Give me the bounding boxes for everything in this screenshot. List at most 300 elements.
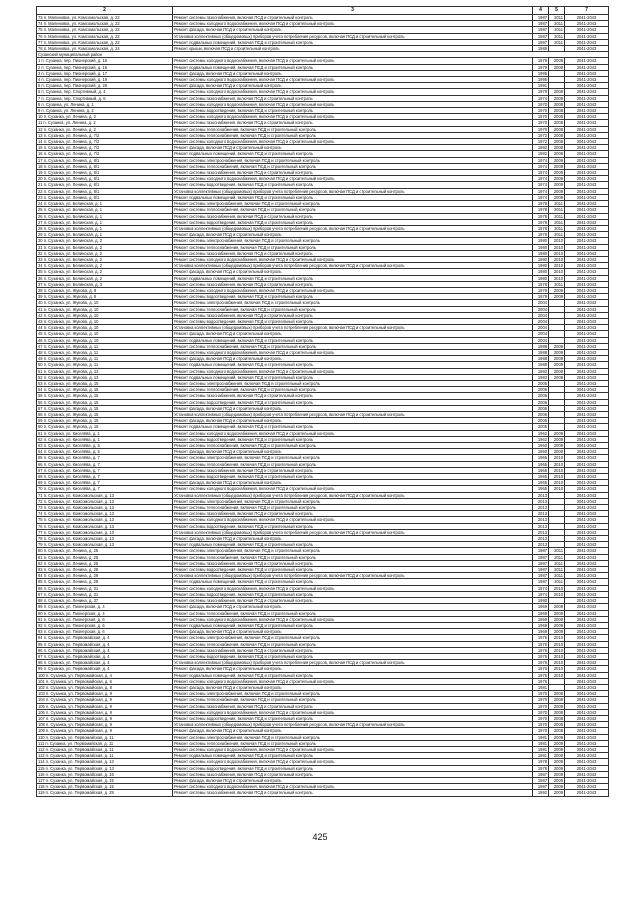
planned-period-cell: 2041-2043 bbox=[565, 461, 609, 467]
year-built-cell: 1979 bbox=[533, 64, 549, 70]
planned-period-cell: 2041-2043 bbox=[565, 39, 609, 45]
work-cell: Ремонт фасада, включая ПСД и строительный контроль bbox=[173, 418, 533, 424]
year-built-cell: 1976 bbox=[533, 666, 549, 672]
year-built-cell: 1965 bbox=[533, 486, 549, 492]
planned-period-cell: 2041-2043 bbox=[565, 684, 609, 690]
year-built-cell: 1965 bbox=[533, 480, 549, 486]
address-cell: 59 п. Сузанка, ул. Жукова, д. 15 bbox=[37, 418, 173, 424]
last-repair-cell: 2009 bbox=[549, 604, 565, 610]
last-repair-cell: 2010 bbox=[549, 672, 565, 678]
address-cell: 47 п. Сузанка, ул. Жукова, д. 11 bbox=[37, 343, 173, 349]
last-repair-cell: 2009 bbox=[549, 784, 565, 790]
work-cell: Ремонт системы холодного водоснабжения, включая ПСД и строительный контроль bbox=[173, 89, 533, 95]
last-repair-cell: 2009 bbox=[549, 610, 565, 616]
year-built-cell: 1981 bbox=[533, 734, 549, 740]
planned-period-cell: 2041-2043 bbox=[565, 579, 609, 585]
last-repair-cell: 2008 bbox=[549, 703, 565, 709]
last-repair-cell: 2009 bbox=[549, 194, 565, 200]
work-cell: Установка коллективных (общедомовых) приборов учета потребления ресурсов, включая ПСД и строительный контроль bbox=[173, 225, 533, 231]
address-cell: 26 п. Сузанка, ул. Белинская, д. 1 bbox=[37, 213, 173, 219]
address-cell: 63 п. Сузанка, ул. Киселёва, д. 5 bbox=[37, 443, 173, 449]
planned-period-cell: 2041-2043 bbox=[565, 188, 609, 194]
planned-period-cell: 2041-2043 bbox=[565, 176, 609, 182]
planned-period-cell: 2041-2043 bbox=[565, 622, 609, 628]
planned-period-cell: 2041-2043 bbox=[565, 647, 609, 653]
work-cell: Ремонт системы газоснабжения, включая ПСД и строительный контроль bbox=[173, 250, 533, 256]
year-built-cell: 1980 bbox=[533, 250, 549, 256]
planned-period-cell: 2041-2043 bbox=[565, 759, 609, 765]
address-cell: 98 п. Сузанка, ул. Первомайская, д. 4 bbox=[37, 660, 173, 666]
year-built-cell: 1987 bbox=[533, 567, 549, 573]
planned-period-cell: 2041-2043 bbox=[565, 225, 609, 231]
work-cell: Ремонт подвальных помещений, включая ПСД и строительный контроль bbox=[173, 337, 533, 343]
work-cell: Ремонт системы водоотведения, включая ПСД и строительный контроль bbox=[173, 318, 533, 324]
work-cell: Ремонт системы газоснабжения, включая ПСД и строительный контроль bbox=[173, 312, 533, 318]
year-built-cell: 1970 bbox=[533, 108, 549, 114]
year-built-cell: 1969 bbox=[533, 610, 549, 616]
address-cell: 103 п. Сузанка, ул. Первомайская, д. 9 bbox=[37, 691, 173, 697]
address-cell: 66 п. Сузанка, ул. Киселёва, д. 7 bbox=[37, 461, 173, 467]
work-cell: Ремонт системы теплоснабжения, включая ПСД и строительный контроль bbox=[173, 697, 533, 703]
address-cell: 68 п. Сузанка, ул. Киселёва, д. 7 bbox=[37, 474, 173, 480]
work-cell: Ремонт системы теплоснабжения, включая ПСД и строительный контроль bbox=[173, 126, 533, 132]
work-cell: Ремонт системы холодного водоснабжения, включая ПСД и строительный контроль bbox=[173, 784, 533, 790]
work-cell: Ремонт системы водоотведения, включая ПСД и строительный контроль bbox=[173, 523, 533, 529]
work-cell: Ремонт фасада, включая ПСД и строительный контроль bbox=[173, 232, 533, 238]
work-cell: Ремонт системы электроснабжения, включая ПСД и строительный контроль bbox=[173, 548, 533, 554]
year-built-cell: 1988 bbox=[533, 349, 549, 355]
planned-period-cell: 2041-2043 bbox=[565, 194, 609, 200]
planned-period-cell: 2041-2043 bbox=[565, 567, 609, 573]
planned-period-cell: 2041-2043 bbox=[565, 585, 609, 591]
planned-period-cell: 2041-2043 bbox=[565, 70, 609, 76]
address-cell: 115 п. Сузанка, ул. Первомайская, д. 13 bbox=[37, 765, 173, 771]
work-cell: Ремонт системы газоснабжения, включая ПСД и строительный контроль bbox=[173, 467, 533, 473]
address-cell: 48 п. Сузанка, ул. Жукова, д. 11 bbox=[37, 349, 173, 355]
year-built-cell: 1978 bbox=[533, 89, 549, 95]
year-built-cell: 2013 bbox=[533, 542, 549, 548]
year-built-cell: 1981 bbox=[533, 753, 549, 759]
planned-period-cell: 2041-2043 bbox=[565, 591, 609, 597]
address-cell: 84 п. Сузанка, ул. Ленина, д. 29 bbox=[37, 573, 173, 579]
planned-period-cell: 2041-2043 bbox=[565, 635, 609, 641]
last-repair-cell: 2010 bbox=[549, 647, 565, 653]
last-repair-cell: 2008 bbox=[549, 126, 565, 132]
year-built-cell: 2013 bbox=[533, 505, 549, 511]
address-cell: 1 п. Сузанка, пер. Пионерский, д. 15 bbox=[37, 58, 173, 64]
address-cell: 93 п. Сузанка, ул. Пионерская, д. 6 bbox=[37, 629, 173, 635]
address-cell: 81 п. Сузанка, ул. Ленина, д. 25 bbox=[37, 554, 173, 560]
address-cell: 69 п. Сузанка, ул. Киселёва, д. 7 bbox=[37, 480, 173, 486]
last-repair-cell: 2009 bbox=[549, 343, 565, 349]
planned-period-cell: 2041-2043 bbox=[565, 362, 609, 368]
work-cell: Ремонт системы электроснабжения, включая ПСД и строительный контроль bbox=[173, 635, 533, 641]
address-cell: 88 п. Сузанка, ул. Ленина, д. 37 bbox=[37, 598, 173, 604]
address-cell: 7 п. Сузанка, пер. Спортивный, д. 6 bbox=[37, 95, 173, 101]
work-cell: Ремонт подвальных помещений, включая ПСД и строительный контроль bbox=[173, 622, 533, 628]
address-cell: 111 п. Сузанка, ул. Первомайская, д. 11 bbox=[37, 740, 173, 746]
work-cell: Ремонт системы теплоснабжения, включая ПСД и строительный контроль bbox=[173, 163, 533, 169]
work-cell: Ремонт системы теплоснабжения, включая ПСД и строительный контроль bbox=[173, 461, 533, 467]
year-built-cell: 1987 bbox=[533, 27, 549, 33]
header-row bbox=[37, 7, 609, 15]
planned-period-cell: 2041-2043 bbox=[565, 746, 609, 752]
last-repair-cell: 2010 bbox=[549, 275, 565, 281]
work-cell: Ремонт системы холодного водоснабжения, включая ПСД и строительный контроль bbox=[173, 21, 533, 27]
work-cell: Ремонт подвальных помещений, включая ПСД и строительный контроль bbox=[173, 374, 533, 380]
address-cell: 100 п. Сузанка, ул. Первомайская, д. 4 bbox=[37, 672, 173, 678]
year-built-cell: 1989 bbox=[533, 46, 549, 52]
year-built-cell: 1970 bbox=[533, 126, 549, 132]
planned-period-cell: 2041-2043 bbox=[565, 349, 609, 355]
last-repair-cell: 2010 bbox=[549, 653, 565, 659]
planned-period-cell: 2041-2043 bbox=[565, 753, 609, 759]
year-built-cell: 2006 bbox=[533, 412, 549, 418]
year-built-cell: 1972 bbox=[533, 132, 549, 138]
work-cell: Ремонт фасада, включая ПСД и строительный контроль bbox=[173, 27, 533, 33]
last-repair-cell: 2011 bbox=[549, 548, 565, 554]
planned-period-cell: 2041-2043 bbox=[565, 232, 609, 238]
last-repair-cell: 2009 bbox=[549, 449, 565, 455]
address-cell: 96 п. Сузанка, ул. Первомайская, д. 4 bbox=[37, 647, 173, 653]
address-cell: 6 п. Сузанка, пер. Спортивный, д. 4 bbox=[37, 89, 173, 95]
work-cell: Ремонт системы теплоснабжения, включая ПСД и строительный контроль bbox=[173, 641, 533, 647]
address-cell: 38 п. Сузанка, ул. Жукова, д. 8 bbox=[37, 287, 173, 293]
year-built-cell: 1976 bbox=[533, 672, 549, 678]
address-cell: 60 п. Сузанка, ул. Жукова, д. 15 bbox=[37, 424, 173, 430]
planned-period-cell: 2041-2043 bbox=[565, 120, 609, 126]
work-cell: Ремонт системы электроснабжения, включая ПСД и строительный контроль bbox=[173, 498, 533, 504]
planned-period-cell: 2041-2043 bbox=[565, 703, 609, 709]
address-cell: 72 п. Сузанка, ул. Комсомольская, д. 13 bbox=[37, 498, 173, 504]
work-cell: Ремонт системы газоснабжения, включая ПСД и строительный контроль bbox=[173, 771, 533, 777]
address-cell: 74 п. Малиновка, ул. Комсомольская, д. 22 bbox=[37, 21, 173, 27]
last-repair-cell: 2009 bbox=[549, 616, 565, 622]
address-cell: 15 п. Сузанка, ул. Ленина, д. 7/2 bbox=[37, 145, 173, 151]
year-built-cell: 1978 bbox=[533, 225, 549, 231]
work-cell: Ремонт фасада, включая ПСД и строительный контроль bbox=[173, 356, 533, 362]
work-cell: Ремонт системы газоснабжения, включая ПСД и строительный контроль bbox=[173, 170, 533, 176]
planned-period-cell: 2041-2043 bbox=[565, 691, 609, 697]
address-cell: 11 п. Сузанка, ул. Ленина, д. 2 bbox=[37, 120, 173, 126]
address-cell: 104 п. Сузанка, ул. Первомайская, д. 9 bbox=[37, 697, 173, 703]
planned-period-cell: 2041-2043 bbox=[565, 275, 609, 281]
year-built-cell: 2006 bbox=[533, 424, 549, 430]
planned-period-cell: 2041-2043 bbox=[565, 560, 609, 566]
planned-period-cell: 2041-2043 bbox=[565, 250, 609, 256]
year-built-cell: 1969 bbox=[533, 622, 549, 628]
year-built-cell: 1969 bbox=[533, 604, 549, 610]
last-repair-cell: 2009 bbox=[549, 746, 565, 752]
year-built-cell: 1988 bbox=[533, 362, 549, 368]
year-built-cell: 1982 bbox=[533, 145, 549, 151]
address-cell: 42 п. Сузанка, ул. Жукова, д. 10 bbox=[37, 312, 173, 318]
work-cell: Ремонт системы холодного водоснабжения, включая ПСД и строительный контроль bbox=[173, 486, 533, 492]
year-built-cell: 1976 bbox=[533, 647, 549, 653]
year-built-cell: 2006 bbox=[533, 418, 549, 424]
address-cell: 114 п. Сузанка, ул. Первомайская, д. 13 bbox=[37, 759, 173, 765]
planned-period-cell: 2041-2043 bbox=[565, 256, 609, 262]
address-cell: 61 п. Сузанка, ул. Киселёва, д. 1 bbox=[37, 430, 173, 436]
planned-period-cell: 2041-2043 bbox=[565, 641, 609, 647]
year-built-cell: 1991 bbox=[533, 83, 549, 89]
work-cell: Ремонт подвальных помещений, включая ПСД и строительный контроль bbox=[173, 64, 533, 70]
work-cell: Ремонт фасада, включая ПСД и строительный контроль bbox=[173, 70, 533, 76]
page-number: 425 bbox=[312, 832, 328, 842]
year-built-cell: 1990 bbox=[533, 598, 549, 604]
address-cell: 29 п. Сузанка, ул. Белинская, д. 1 bbox=[37, 232, 173, 238]
last-repair-cell: 2010 bbox=[549, 238, 565, 244]
year-built-cell: 1965 bbox=[533, 474, 549, 480]
planned-period-cell: 2041-2043 bbox=[565, 170, 609, 176]
year-built-cell: 1974 bbox=[533, 194, 549, 200]
work-cell: Ремонт системы теплоснабжения, включая ПСД и строительный контроль bbox=[173, 505, 533, 511]
year-built-cell: 1974 bbox=[533, 170, 549, 176]
address-cell: 20 п. Сузанка, ул. Ленина, д. 8/1 bbox=[37, 176, 173, 182]
planned-period-cell: 2041-2043 bbox=[565, 529, 609, 535]
address-cell: 16 п. Сузанка, ул. Ленина, д. 7/2 bbox=[37, 151, 173, 157]
year-built-cell: 2013 bbox=[533, 536, 549, 542]
work-cell: Ремонт системы холодного водоснабжения, включая ПСД и строительный контроль bbox=[173, 517, 533, 523]
year-built-cell: 2004 bbox=[533, 331, 549, 337]
year-built-cell: 2006 bbox=[533, 380, 549, 386]
address-cell: 23 п. Сузанка, ул. Ленина, д. 8/1 bbox=[37, 194, 173, 200]
planned-period-cell: 2041-2043 bbox=[565, 331, 609, 337]
address-cell: 53 п. Сузанка, ул. Жукова, д. 15 bbox=[37, 380, 173, 386]
planned-period-cell: 2041-2043 bbox=[565, 728, 609, 734]
address-cell: 24 п. Сузанка, ул. Белинская, д. 1 bbox=[37, 201, 173, 207]
year-built-cell: 2004 bbox=[533, 325, 549, 331]
planned-period-cell: 2041-2043 bbox=[565, 486, 609, 492]
work-cell: Ремонт системы газоснабжения, включая ПСД и строительный контроль bbox=[173, 598, 533, 604]
planned-period-cell: 2041-2043 bbox=[565, 523, 609, 529]
year-built-cell: 2006 bbox=[533, 405, 549, 411]
work-cell: Ремонт системы водоотведения, включая ПСД и строительный контроль bbox=[173, 182, 533, 188]
last-repair-cell: 2008 bbox=[549, 709, 565, 715]
planned-period-cell: 2041-2043 bbox=[565, 412, 609, 418]
work-cell: Ремонт системы теплоснабжения, включая ПСД и строительный контроль bbox=[173, 740, 533, 746]
work-cell: Ремонт системы газоснабжения, включая ПСД и строительный контроль bbox=[173, 511, 533, 517]
last-repair-cell: 2008 bbox=[549, 120, 565, 126]
address-cell: 14 п. Сузанка, ул. Ленина, д. 7/2 bbox=[37, 139, 173, 145]
work-cell: Ремонт системы газоснабжения, включая ПСД и строительный контроль bbox=[173, 790, 533, 796]
address-cell: 31 п. Сузанка, ул. Белинская, д. 2 bbox=[37, 244, 173, 250]
planned-period-cell: 2041-2043 bbox=[565, 399, 609, 405]
planned-period-cell: 2041-2043 bbox=[565, 219, 609, 225]
year-built-cell: 1962 bbox=[533, 436, 549, 442]
planned-period-cell: 2041-2043 bbox=[565, 374, 609, 380]
work-cell: Ремонт системы электроснабжения, включая ПСД и строительный контроль bbox=[173, 734, 533, 740]
planned-period-cell: 2041-2043 bbox=[565, 163, 609, 169]
header-cell: 7 bbox=[565, 7, 609, 15]
address-cell: 37 п. Сузанка, ул. Белинская, д. 3 bbox=[37, 281, 173, 287]
address-cell: 41 п. Сузанка, ул. Жукова, д. 10 bbox=[37, 306, 173, 312]
work-cell: Установка коллективных (общедомовых) приборов учета потребления ресурсов, включая ПСД и строительный контроль bbox=[173, 325, 533, 331]
header-cell: 5 bbox=[549, 7, 565, 15]
last-repair-cell: 2008 bbox=[549, 108, 565, 114]
work-cell: Установка коллективных (общедомовых) приборов учета потребления ресурсов, включая ПСД и строительный контроль bbox=[173, 573, 533, 579]
planned-period-cell: 2041-2043 bbox=[565, 132, 609, 138]
work-cell: Ремонт системы водоотведения, включая ПСД и строительный контроль bbox=[173, 294, 533, 300]
year-built-cell: 1974 bbox=[533, 585, 549, 591]
work-cell: Ремонт системы водоотведения, включая ПСД и строительный контроль bbox=[173, 474, 533, 480]
last-repair-cell: 2009 bbox=[549, 170, 565, 176]
work-cell: Ремонт системы газоснабжения, включая ПСД и строительный контроль bbox=[173, 95, 533, 101]
planned-period-cell: 2041-2043 bbox=[565, 678, 609, 684]
address-cell: 78 п. Малиновка, ул. Комсомольская, д. 24 bbox=[37, 46, 173, 52]
address-cell: 57 п. Сузанка, ул. Жукова, д. 15 bbox=[37, 405, 173, 411]
address-cell: 67 п. Сузанка, ул. Киселёва, д. 7 bbox=[37, 467, 173, 473]
year-built-cell: 2006 bbox=[533, 399, 549, 405]
last-repair-cell: 2009 bbox=[549, 436, 565, 442]
work-cell: Ремонт фасада, включая ПСД и строительный контроль bbox=[173, 777, 533, 783]
year-built-cell: 1978 bbox=[533, 759, 549, 765]
work-cell: Ремонт системы водоотведения, включая ПСД и строительный контроль bbox=[173, 436, 533, 442]
planned-period-cell: 2041-2043 bbox=[565, 598, 609, 604]
work-cell: Ремонт системы газоснабжения, включая ПСД и строительный контроль bbox=[173, 647, 533, 653]
planned-period-cell: 2041-2043 bbox=[565, 653, 609, 659]
planned-period-cell: 2041-2043 bbox=[565, 765, 609, 771]
address-cell: 73 п. Сузанка, ул. Комсомольская, д. 13 bbox=[37, 505, 173, 511]
last-repair-cell: 2011 bbox=[549, 281, 565, 287]
address-cell: 118 п. Сузанка, ул. Первомайская, д. 15 bbox=[37, 784, 173, 790]
last-repair-cell: 2008 bbox=[549, 132, 565, 138]
address-cell: 109 п. Сузанка, ул. Первомайская, д. 9 bbox=[37, 728, 173, 734]
planned-period-cell: 2041-2043 bbox=[565, 64, 609, 70]
address-cell: 62 п. Сузанка, ул. Киселёва, д. 1 bbox=[37, 436, 173, 442]
address-cell: 92 п. Сузанка, ул. Пионерская, д. 6 bbox=[37, 622, 173, 628]
address-cell: 65 п. Сузанка, ул. Киселёва, д. 7 bbox=[37, 455, 173, 461]
address-cell: 113 п. Сузанка, ул. Первомайская, д. 11 bbox=[37, 753, 173, 759]
last-repair-cell: 2009 bbox=[549, 753, 565, 759]
year-built-cell: 1978 bbox=[533, 201, 549, 207]
address-cell: 97 п. Сузанка, ул. Первомайская, д. 4 bbox=[37, 653, 173, 659]
planned-period-cell: 2041-2043 bbox=[565, 715, 609, 721]
last-repair-cell: 2011 bbox=[549, 579, 565, 585]
year-built-cell: 1978 bbox=[533, 765, 549, 771]
document-sheet bbox=[36, 6, 608, 797]
last-repair-cell: 2008 bbox=[549, 691, 565, 697]
planned-period-cell: 2041-2043 bbox=[565, 201, 609, 207]
last-repair-cell: 2009 bbox=[549, 765, 565, 771]
section-title: Сузанский муниципальный район bbox=[37, 52, 609, 58]
planned-period-cell: 2041-2043 bbox=[565, 244, 609, 250]
work-cell: Ремонт системы холодного водоснабжения, включая ПСД и строительный контроль bbox=[173, 287, 533, 293]
year-built-cell: 1980 bbox=[533, 238, 549, 244]
last-repair-cell: 2009 bbox=[549, 362, 565, 368]
year-built-cell: 1995 bbox=[533, 70, 549, 76]
planned-period-cell: 2041-2043 bbox=[565, 95, 609, 101]
planned-period-cell: 2041-2043 bbox=[565, 287, 609, 293]
last-repair-cell: 2011 bbox=[549, 213, 565, 219]
address-cell: 9 п. Сузанка, ул. Ленина, д. 2 bbox=[37, 108, 173, 114]
work-cell: Ремонт системы холодного водоснабжения, включая ПСД и строительный контроль bbox=[173, 77, 533, 83]
year-built-cell: 1969 bbox=[533, 616, 549, 622]
year-built-cell: 1981 bbox=[533, 740, 549, 746]
last-repair-cell: 2010 bbox=[549, 660, 565, 666]
year-built-cell: 1974 bbox=[533, 95, 549, 101]
last-repair-cell: 2010 bbox=[549, 641, 565, 647]
work-cell: Ремонт фасада, включая ПСД и строительный контроль bbox=[173, 480, 533, 486]
year-built-cell: 1976 bbox=[533, 653, 549, 659]
address-cell: 13 п. Сузанка, ул. Ленина, д. 7/2 bbox=[37, 132, 173, 138]
year-built-cell: 1970 bbox=[533, 728, 549, 734]
year-built-cell: 1965 bbox=[533, 455, 549, 461]
address-cell: 55 п. Сузанка, ул. Жукова, д. 15 bbox=[37, 393, 173, 399]
work-cell: Ремонт системы газоснабжения, включая ПСД и строительный контроль bbox=[173, 15, 533, 21]
planned-period-cell: 2041-2043 bbox=[565, 33, 609, 39]
planned-period-cell: 2041-2043 bbox=[565, 182, 609, 188]
work-cell: Ремонт системы газоснабжения, включая ПСД и строительный контроль bbox=[173, 393, 533, 399]
address-cell: 51 п. Сузанка, ул. Жукова, д. 13 bbox=[37, 368, 173, 374]
last-repair-cell: 2010 bbox=[549, 244, 565, 250]
address-cell: 95 п. Сузанка, ул. Первомайская, д. 4 bbox=[37, 641, 173, 647]
planned-period-cell: 2041-2043 bbox=[565, 145, 609, 151]
work-cell: Установка коллективных (общедомовых) приборов учета потребления ресурсов, включая ПСД и строительный контроль bbox=[173, 263, 533, 269]
address-cell: 43 п. Сузанка, ул. Жукова, д. 10 bbox=[37, 318, 173, 324]
work-cell: Ремонт подвальных помещений, включая ПСД и строительный контроль bbox=[173, 362, 533, 368]
work-cell: Ремонт системы электроснабжения, включая ПСД и строительный контроль bbox=[173, 691, 533, 697]
address-cell: 112 п. Сузанка, ул. Первомайская, д. 11 bbox=[37, 746, 173, 752]
year-built-cell: 2013 bbox=[533, 529, 549, 535]
work-cell: Ремонт системы теплоснабжения, включая ПСД и строительный контроль bbox=[173, 306, 533, 312]
planned-period-cell: 2041-2043 bbox=[565, 480, 609, 486]
address-cell: 2 п. Сузанка, пер. Пионерский, д. 15 bbox=[37, 64, 173, 70]
last-repair-cell: 2009 bbox=[549, 790, 565, 796]
address-cell: 12 п. Сузанка, ул. Ленина, д. 2 bbox=[37, 126, 173, 132]
address-cell: 64 п. Сузанка, ул. Киселёва, д. 5 bbox=[37, 449, 173, 455]
work-cell: Ремонт фасада, включая ПСД и строительный контроль bbox=[173, 666, 533, 672]
year-built-cell: 1982 bbox=[533, 151, 549, 157]
work-cell: Ремонт фасада, включая ПСД и строительный контроль bbox=[173, 449, 533, 455]
planned-period-cell: 2041-2043 bbox=[565, 771, 609, 777]
last-repair-cell: 2011 bbox=[549, 207, 565, 213]
planned-period-cell: 2041-2043 bbox=[565, 368, 609, 374]
last-repair-cell: 2010 bbox=[549, 269, 565, 275]
work-cell: Ремонт крыши, включая ПСД и строительный контроль bbox=[173, 46, 533, 52]
last-repair-cell: 2010 bbox=[549, 250, 565, 256]
year-built-cell: 1978 bbox=[533, 207, 549, 213]
address-cell: 10 п. Сузанка, ул. Ленина, д. 2 bbox=[37, 114, 173, 120]
planned-period-cell: 2041-2043 bbox=[565, 157, 609, 163]
year-built-cell: 1979 bbox=[533, 287, 549, 293]
work-cell: Ремонт системы холодного водоснабжения, включая ПСД и строительный контроль bbox=[173, 256, 533, 262]
work-cell: Ремонт системы холодного водоснабжения, включая ПСД и строительный контроль bbox=[173, 101, 533, 107]
year-built-cell: 1970 bbox=[533, 101, 549, 107]
planned-period-cell: 2041-2043 bbox=[565, 393, 609, 399]
last-repair-cell: 2009 bbox=[549, 374, 565, 380]
year-built-cell: 1965 bbox=[533, 461, 549, 467]
address-cell: 76 п. Малиновка, ул. Комсомольская, д. 22 bbox=[37, 33, 173, 39]
address-cell: 83 п. Сузанка, ул. Ленина, д. 29 bbox=[37, 567, 173, 573]
planned-period-cell: 2041-2043 bbox=[565, 126, 609, 132]
last-repair-cell: 2010 bbox=[549, 455, 565, 461]
planned-period-cell: 2041-2043 bbox=[565, 505, 609, 511]
planned-period-cell: 2041-2043 bbox=[565, 405, 609, 411]
last-repair-cell: 2010 bbox=[549, 467, 565, 473]
year-built-cell: 1970 bbox=[533, 722, 549, 728]
last-repair-cell: 2009 bbox=[549, 349, 565, 355]
year-built-cell: 1979 bbox=[533, 294, 549, 300]
planned-period-cell: 2041-2043 bbox=[565, 325, 609, 331]
last-repair-cell: 2011 bbox=[549, 33, 565, 39]
year-built-cell: 1976 bbox=[533, 635, 549, 641]
work-cell: Ремонт системы газоснабжения, включая ПСД и строительный контроль bbox=[173, 560, 533, 566]
planned-period-cell: 2041-2043 bbox=[565, 616, 609, 622]
work-cell: Ремонт подвальных помещений, включая ПСД и строительный контроль bbox=[173, 579, 533, 585]
planned-period-cell: 2041-2043 bbox=[565, 424, 609, 430]
last-repair-cell: 2011 bbox=[549, 232, 565, 238]
